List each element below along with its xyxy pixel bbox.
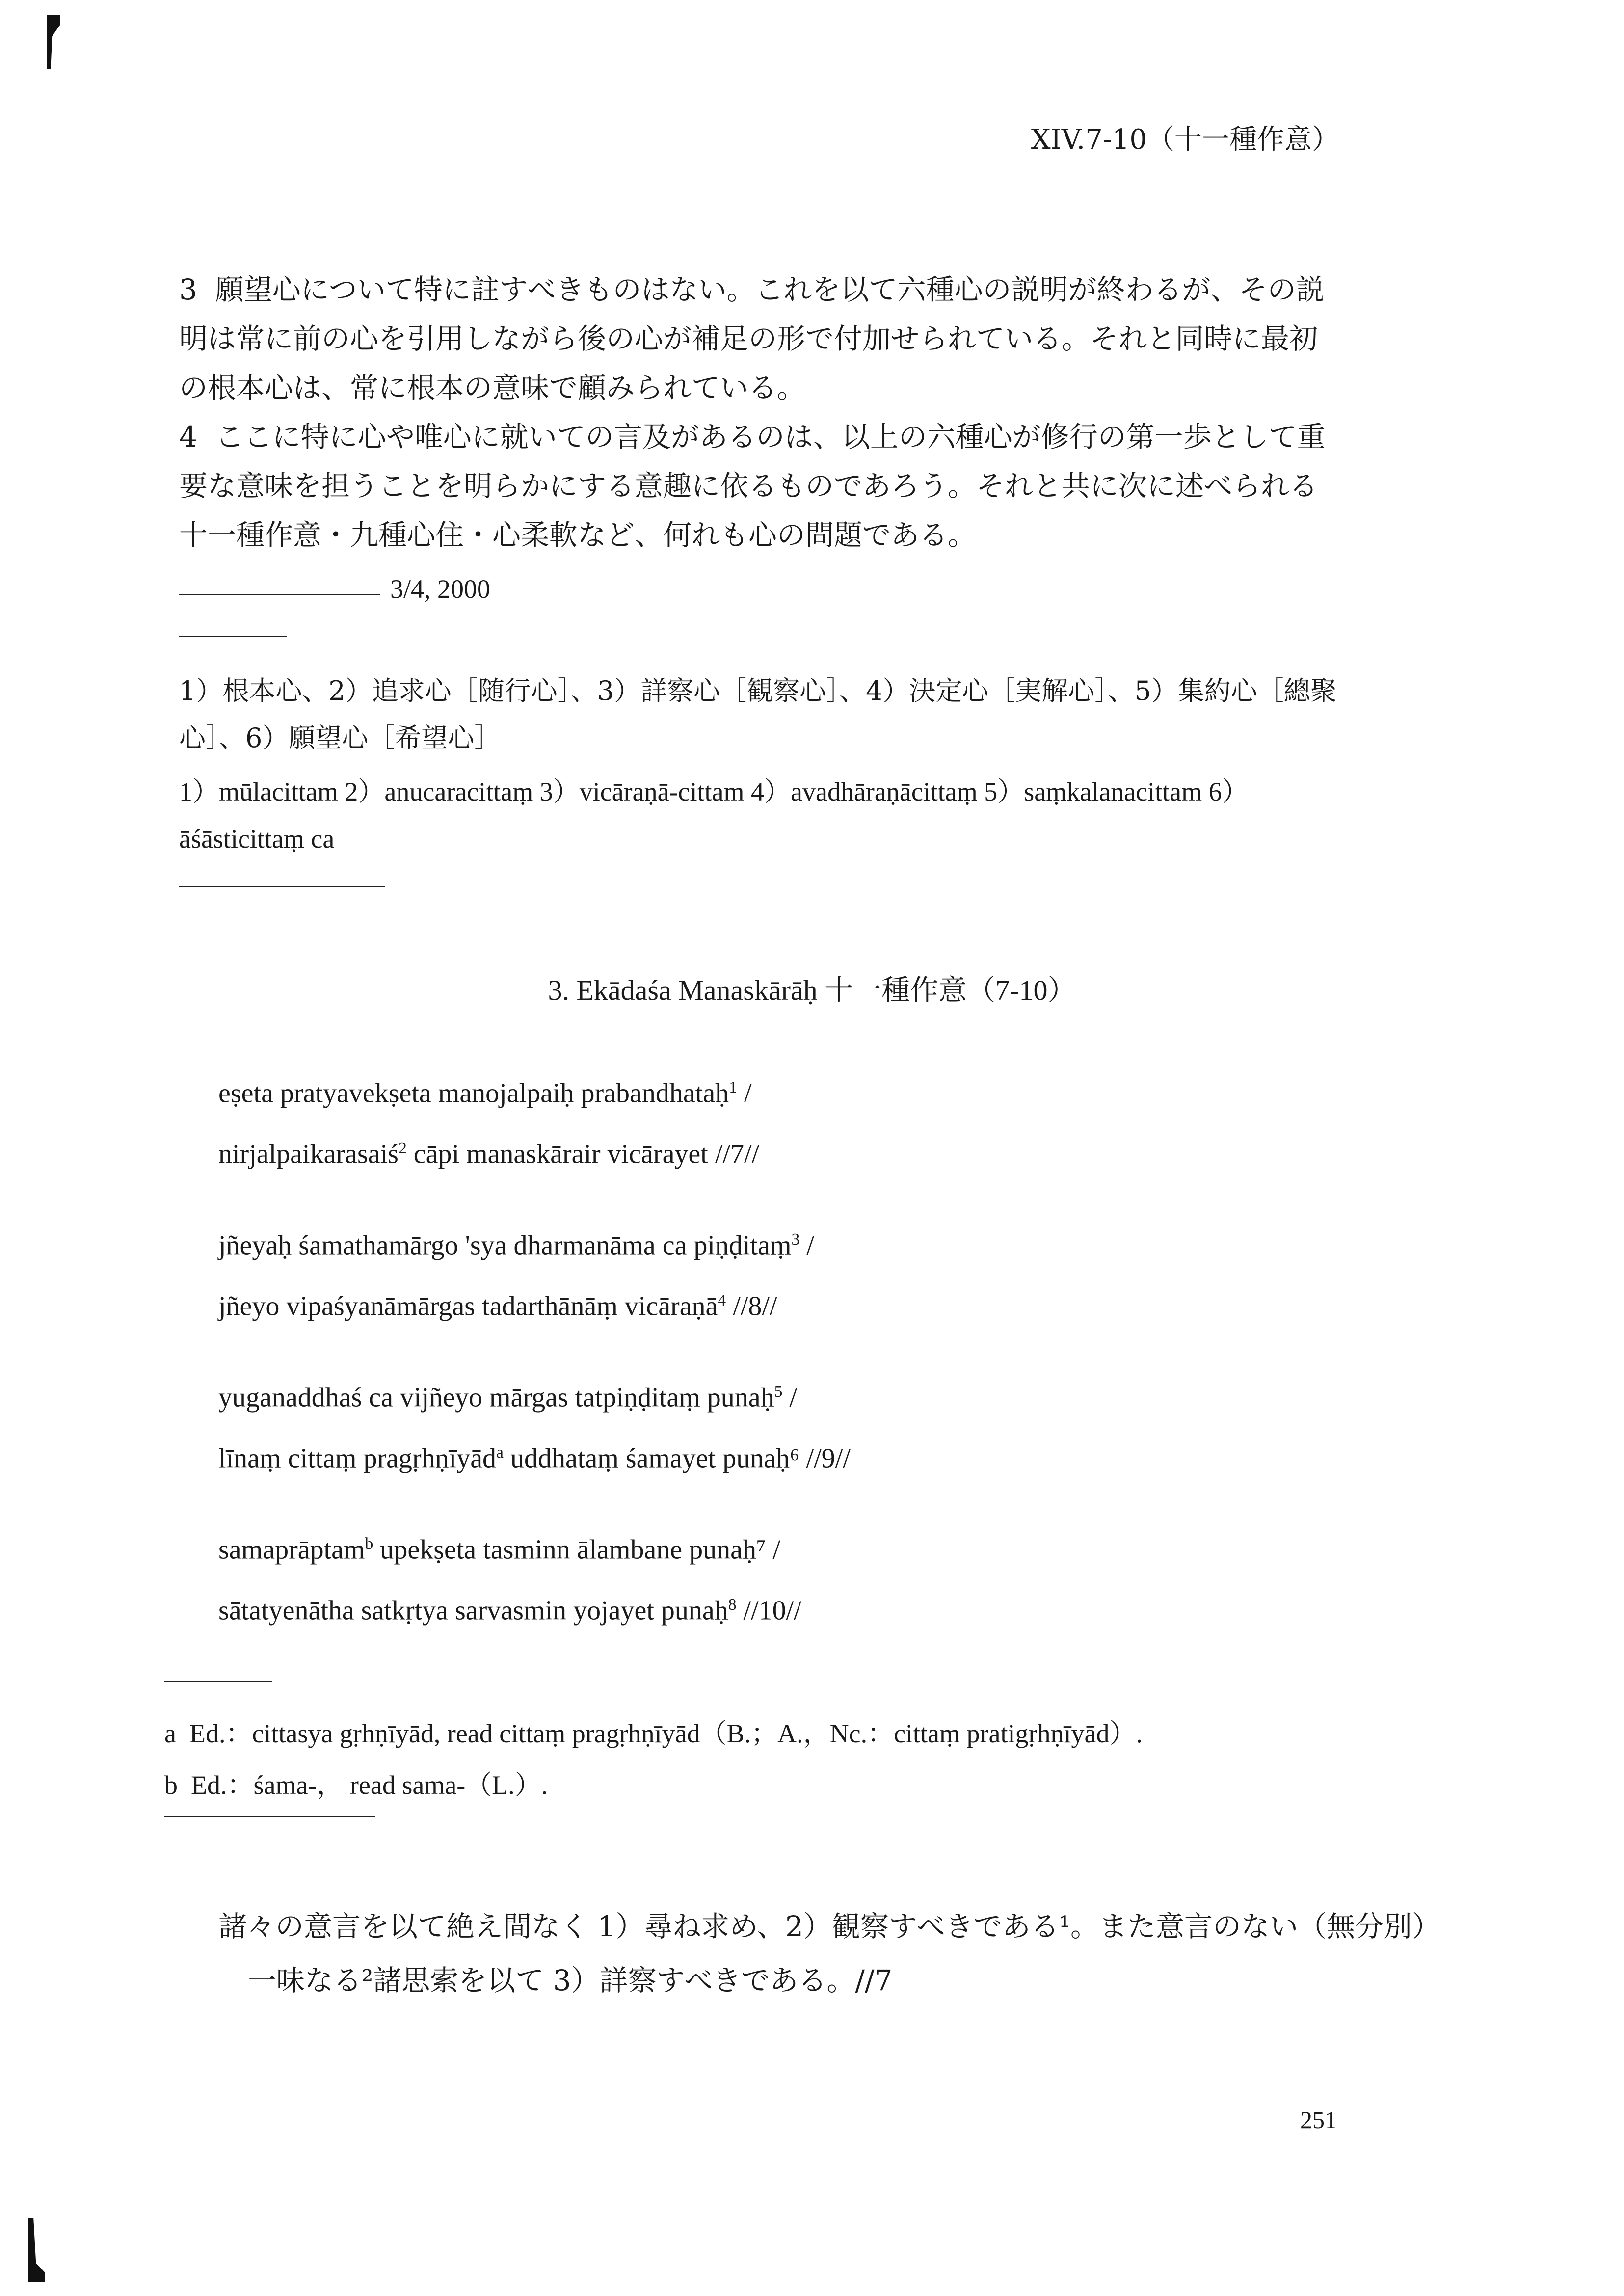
- footnote-jp: 1）根本心、2）追求心［随行心］、3）詳察心［観察心］、4）決定心［実解心］、5）集約心［總聚心］、6）願望心［希望心］: [179, 675, 1337, 753]
- section-title: 3. Ekādaśa Manaskārāḥ 十一種作意（7-10）: [548, 974, 1076, 1006]
- verse-line: jñeyo vipaśyanāmārgas tadarthānāṃ vicāraṇā$^4$ //8//: [218, 1291, 777, 1322]
- page-number: 251: [1300, 2106, 1337, 2134]
- verse-10: [218, 1517, 801, 1638]
- scan-corner-mark: [47, 15, 60, 69]
- translation-line: 一味なる²諸思索を以て 3）詳察すべきである。//7: [248, 1964, 893, 1997]
- note-text: 願望心について特に註すべきものはない。これを以て六種心の説明が終わるが、その説明は常に前の心を引用しながら後の心が補足の形で付加せられている。それと同時に最初の根本心は、常に根本の意味で顧みられている。: [179, 273, 1325, 404]
- scan-corner-mark-bottom: [28, 2218, 45, 2282]
- running-head: XIV.7-10（十一種作意）: [1031, 124, 1339, 156]
- note-text: ここに特に心や唯心に就いての言及があるのは、以上の六種心が修行の第一歩として重要な意味を担うことを明らかにする意趣に依るものであろう。それと共に次に述べられる十一種作意・九種心住・心柔軟など、何れも心の問題である。: [179, 420, 1326, 552]
- verse-line: jñeyaḥ śamathamārgo 'sya dharmanāma ca piṇḍitaṃ$^3$ /: [218, 1230, 814, 1261]
- verse-line: sātatyenātha satkṛtya sarvasmin yojayet punaḥ$^8$ //10//: [218, 1595, 801, 1626]
- footnote-skt: 1）mūlacittam 2）anucaracittaṃ 3）vicāraṇā-cittam 4）avadhāraṇācittaṃ 5）saṃkalanacittam 6）āśāsticittaṃ ca: [179, 777, 1249, 854]
- note-number: 4: [179, 420, 197, 454]
- verse-9: [218, 1364, 851, 1486]
- note-4: [179, 412, 1337, 560]
- critical-divider: [164, 1681, 272, 1682]
- note-3: [179, 265, 1337, 412]
- verse-line: nirjalpaikarasaiś$^2$ cāpi manaskārair vicārayet //7//: [218, 1139, 760, 1170]
- translation-line: 諸々の意言を以て絶え間なく 1）尋ね求め、2）観察すべきである¹。また意言のない（無分別）: [218, 1910, 1441, 1943]
- verse-line: samaprāptam$^b$ upekṣeta tasminn ālambane punaḥ⁷ /: [218, 1534, 781, 1565]
- verse-8: [218, 1212, 814, 1334]
- critical-note-a: a Ed.：cittasya gṛhṇīyād, read cittaṃ pragṛhṇīyād（B.；A.，Nc.：cittaṃ pratigṛhṇīyād）.: [164, 1719, 1143, 1748]
- verse-line: yuganaddhaś ca vijñeyo mārgas tatpiṇḍitaṃ punaḥ$^5$ /: [218, 1382, 798, 1413]
- critical-apparatus: [164, 1708, 1143, 1811]
- date-line: 3/4, 2000: [390, 574, 491, 604]
- translation-divider: [164, 1816, 375, 1817]
- verse-line: līnaṃ cittaṃ pragṛhṇīyād$^a$ uddhataṃ śamayet punaḥ⁶ //9//: [218, 1443, 851, 1474]
- verse-7: [218, 1060, 759, 1181]
- note-number: 3: [179, 273, 197, 306]
- translation: [218, 1899, 1440, 2007]
- footnote-divider: [179, 636, 287, 637]
- critical-note-b: b Ed.：śama-， read sama-（L.）.: [164, 1770, 548, 1800]
- section-divider: [179, 886, 385, 887]
- date-rule: [179, 579, 380, 595]
- verse-line: eṣeta pratyavekṣeta manojalpaiḥ prabandhataḥ$^1$ /: [218, 1078, 752, 1109]
